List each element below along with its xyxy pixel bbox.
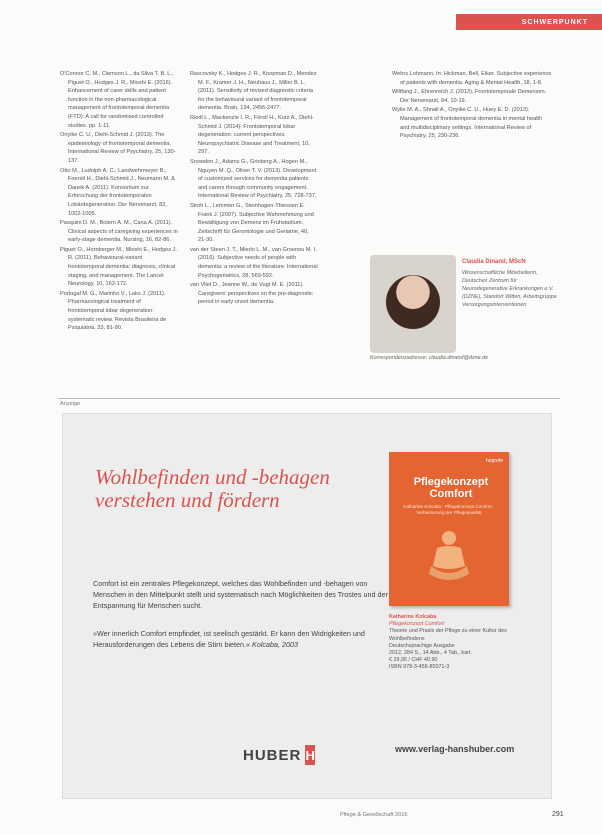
reference-item: Stroh L., Lemmler G., Steinhagen-Thiessen E. Frank J. (2007). Subjective Wahrnehmung und Bewältigung von Demenz im Frühstadium. Zeitschrift für Gerontologie und Geriatrie, 40, 21-30. xyxy=(190,202,314,244)
reference-item: Piguet O., Hornberger M., Mioshi E., Hodges J. R. (2011). Behavioural-variant frontotemporal dementia: diagnosis, clinical staging, and management. The Lancet Neurology, 10, 162-172. xyxy=(60,246,177,288)
reference-item: Rascovsky K., Hodges J. R., Knopman D., Mendez M. F., Kramer J. H., Neuhaus J., Miller B. L. (2011). Sensitivity of revised diagnostic criteria for the behavioural variant of frontotemporal dementia. Brain, 134, 2456-2477. xyxy=(190,71,317,112)
book-info-line: 2012, 284 S., 14 Abb., 4 Tab., kart. xyxy=(389,650,472,657)
footer-text: Pflege & Gesellschaft 2016 xyxy=(340,812,408,818)
author-name: Claudia Dinand, MScN xyxy=(462,259,526,265)
logo-mark-icon: H xyxy=(305,745,315,765)
publisher-logo xyxy=(243,742,315,768)
reference-item: Pasquini D. M., Botero A. M., Cana A. (2011). Clinical aspects of caregiving experiences in early-stage dementia. Nursing, 16, 82-86. xyxy=(60,220,178,244)
reference-item: Wehrs Lohmann. In: Hickman, Bell, Eiker. Subjective experience of patients with dementia. Aging & Mental Health, 18, 1-8. xyxy=(392,71,552,86)
book-info-line: ISBN 978-3-456-85071-3 xyxy=(389,664,450,671)
ad-blurb: Comfort ist ein zentrales Pflegekonzept, welches das Wohlbefinden und -behagen von Menschen in den Mittelpunkt stellt und systematisch nach Möglichkeiten des Trostes und der Entspannung für Menschen sucht. xyxy=(93,579,388,610)
author-photo xyxy=(370,255,456,353)
book-title: Pflegekonzept Comfort xyxy=(413,476,489,500)
advertisement[interactable] xyxy=(62,413,552,799)
ad-quote-source: Kolcaba, 2003 xyxy=(252,640,299,649)
ad-quote xyxy=(93,628,393,650)
reference-item: O'Connor C. M., Clemson L., da Silva T. B. L., Piguet O., Hodges J. R., Mioshi E. (2016). Enhancement of carer skills and patient function in the non-pharmacological management of frontotemporal dementia (FTD): A call for randomised controlled studies. pp. 1-11. xyxy=(60,71,174,129)
reference-item: van der Steen J. T., Mierlo L. M., van Groenou M. I. (2016). Subjective needs of people with dementia: a review of the literature. International Psychogeriatrics, 28, 569-592. xyxy=(190,246,318,279)
reference-item: Wiltfang J., Ehrenreich J. (2013). Frontotemporale Demenzen. Der Nervenarzt, 84, 10-19. xyxy=(392,89,547,104)
author-contact: Korrespondenzadresse: claudia.dinand@dzne.de xyxy=(370,355,489,361)
reference-item: Portugal M. G., Marinho V., Laks J. (2011). Pharmacological treatment of frontotemporal lobar degeneration: systematic review. Revista Brasileira de Psiquiatria, 33, 81-90. xyxy=(60,290,167,332)
relaxing-figure-icon xyxy=(423,528,475,584)
ad-headline: Wohlbefinden und -behagen verstehen und fördern xyxy=(95,465,330,512)
reference-column-2 xyxy=(190,70,318,308)
reference-item: Wylie M. A., Shnall A., Onyike C. U., Huey E. D. (2013). Management of frontotemporal dementia in mental health and multidisciplinary settings. International Review of Psychiatry, 25, 230-236. xyxy=(392,107,543,140)
divider xyxy=(58,398,560,399)
reference-item: Onyike C. U., Diehl-Schmid J. (2013). The epidemiology of frontotemporal dementia. International Review of Psychiatry, 25, 130-137. xyxy=(60,132,176,164)
ad-label: Anzeige xyxy=(60,401,81,407)
book-subtitle: Katharine Kolcaba · Pflegekonzept Comfort · Verbesserung der Pflegequalität xyxy=(403,504,495,515)
reference-column-3 xyxy=(392,70,552,142)
page-number: 291 xyxy=(552,811,564,818)
section-header xyxy=(456,14,602,30)
reference-item: Riedl L., Mackenzie I. R., Förstl H., Kurz A., Diehl-Schmid J. (2014). Frontotemporal lobar degeneration: current perspectives. Neuropsychiatric Disease and Treatment, 10, 297. xyxy=(190,114,314,156)
ad-quote-text: »Wer innerlich Comfort empfindet, ist seelisch gestärkt. Er kann den Widrigkeiten und Herausforderungen des Lebens die Stirn bieten.« xyxy=(93,629,365,649)
author-box xyxy=(370,255,560,367)
reference-column-1 xyxy=(60,70,178,334)
reference-item: Otto M., Ludolph A. C., Landwehrmeyer B., Foerstl H., Diehl-Schmid J., Neumann M. & Danek A. (2011). Konsortium zur Erforschung der frontotemporalen Lobärdegeneration. Der Nervenarzt, 82, 1002-1005. xyxy=(60,167,175,217)
book-info-line: Deutschsprachige Ausgabe xyxy=(389,642,455,649)
reference-item: Snowden J., Adams G., Grinberg A., Hogen M., Nguyen M. Q., Oliver T. V. (2013). Development of customized services for dementia patients and carers through community engagement. International Review of Psychiatry, 25, 728-737. xyxy=(190,158,317,200)
logo-text: HUBER xyxy=(243,746,302,764)
book-info-title: Pflegekonzept Comfort xyxy=(389,621,444,628)
book-info-author: Katharine Kolcaba xyxy=(389,614,437,620)
book-info-line: Theorie und Praxis der Pflege zu einer Kultur des Wohlbefindens xyxy=(389,628,507,642)
section-title: SCHWERPUNKT xyxy=(521,18,588,26)
publisher-url[interactable]: www.verlag-hanshuber.com xyxy=(395,744,515,754)
reference-item: van Vliet D., Jeanne W., de Vugt M. E. (2011). Caregivers' perspectives on the pre-diagnostic period in early onset dementia. xyxy=(190,282,313,306)
book-publisher: hogrefe xyxy=(486,458,503,464)
book-info-line: € 29,95 / CHF 40.90 xyxy=(389,657,438,664)
author-role: Wissenschaftliche Mitarbeiterin, Deutsches Zentrum für Neurodegenerative Erkrankungen e.V. (DZNE), Standort Witten, Arbeitsgruppe Versorgungsinterventionen xyxy=(462,270,557,308)
book-info xyxy=(389,614,519,672)
book-cover[interactable] xyxy=(389,452,509,606)
